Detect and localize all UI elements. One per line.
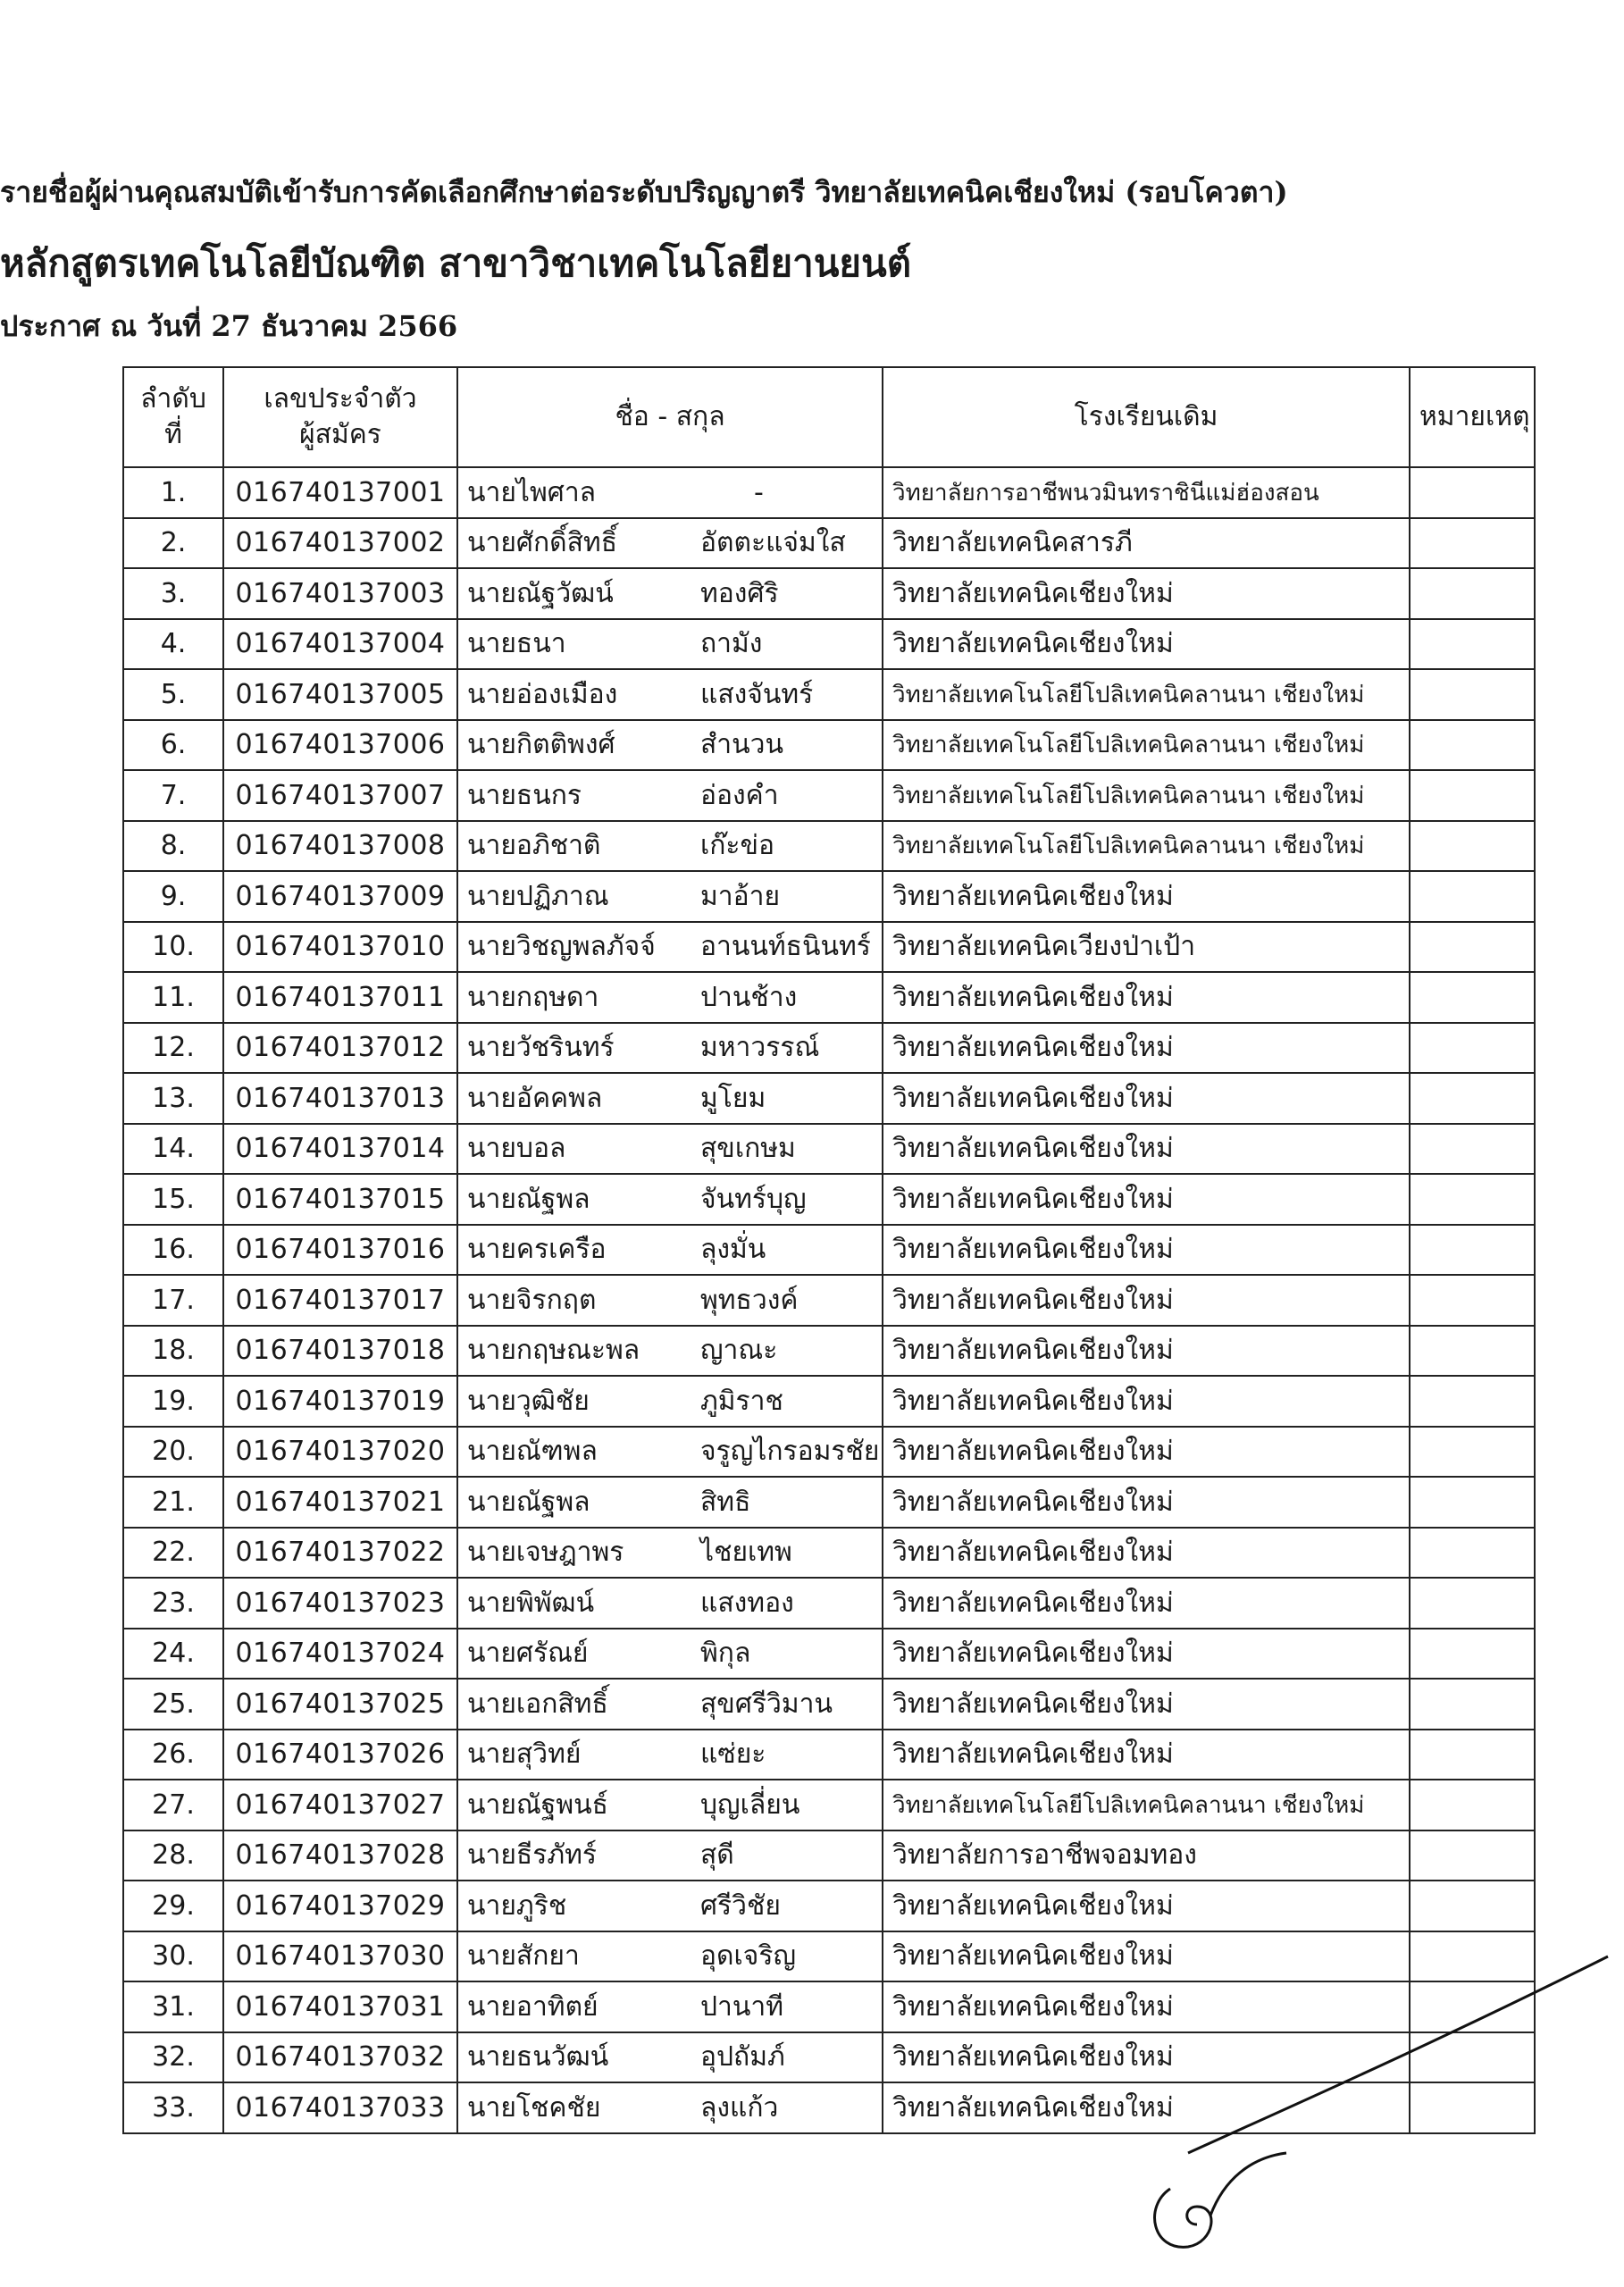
row-first-name: นายธนา: [457, 619, 691, 670]
row-applicant-id: 016740137029: [223, 1881, 457, 1931]
row-surname: ญาณะ: [691, 1326, 883, 1377]
table-row: [123, 922, 1535, 973]
row-applicant-id: 016740137002: [223, 518, 457, 569]
row-seq: 19.: [123, 1376, 223, 1427]
row-applicant-id: 016740137020: [223, 1427, 457, 1478]
row-applicant-id: 016740137013: [223, 1073, 457, 1124]
row-school: วิทยาลัยเทคนิคเชียงใหม่: [883, 2032, 1410, 2083]
row-first-name: นายศรัณย์: [457, 1629, 691, 1680]
row-seq: 33.: [123, 2082, 223, 2133]
table-row: [123, 972, 1535, 1023]
row-surname: แสงทอง: [691, 1578, 883, 1629]
row-surname: อานนท์ธนินทร์: [691, 922, 883, 973]
row-seq: 14.: [123, 1124, 223, 1175]
row-remark: [1410, 1427, 1535, 1478]
row-surname: ทองศิริ: [691, 568, 883, 619]
row-applicant-id: 016740137001: [223, 467, 457, 518]
row-remark: [1410, 1528, 1535, 1579]
row-remark: [1410, 619, 1535, 670]
row-school: วิทยาลัยเทคนิคเชียงใหม่: [883, 1427, 1410, 1478]
row-school: วิทยาลัยเทคนิคเชียงใหม่: [883, 1578, 1410, 1629]
row-school: วิทยาลัยเทคนิคเชียงใหม่: [883, 871, 1410, 922]
row-school: วิทยาลัยเทคโนโลยีโปลิเทคนิคลานนา เชียงใหม่: [883, 1780, 1410, 1830]
row-applicant-id: 016740137016: [223, 1225, 457, 1276]
program-title: หลักสูตรเทคโนโลยีบัณฑิต สาขาวิชาเทคโนโลยียานยนต์: [0, 241, 912, 285]
row-first-name: นายไพศาล: [457, 467, 691, 518]
row-remark: [1410, 720, 1535, 771]
table-row: [123, 467, 1535, 518]
row-surname: อ่องคำ: [691, 770, 883, 821]
row-surname: สุดี: [691, 1830, 883, 1881]
row-applicant-id: 016740137003: [223, 568, 457, 619]
row-remark: [1410, 1629, 1535, 1680]
row-school: วิทยาลัยเทคนิคเชียงใหม่: [883, 568, 1410, 619]
table-row: [123, 720, 1535, 771]
row-surname: ลุงมั่น: [691, 1225, 883, 1276]
row-school: วิทยาลัยเทคโนโลยีโปลิเทคนิคลานนา เชียงใหม่: [883, 770, 1410, 821]
row-school: วิทยาลัยการอาชีพนวมินทราชินีแม่ฮ่องสอน: [883, 467, 1410, 518]
row-surname: ถามัง: [691, 619, 883, 670]
row-school: วิทยาลัยเทคนิคเชียงใหม่: [883, 1275, 1410, 1326]
row-first-name: นายณัฐพนธ์: [457, 1780, 691, 1830]
table-body: [123, 467, 1535, 2133]
row-seq: 16.: [123, 1225, 223, 1276]
row-seq: 25.: [123, 1679, 223, 1730]
row-remark: [1410, 1881, 1535, 1931]
row-seq: 32.: [123, 2032, 223, 2083]
table-row: [123, 518, 1535, 569]
row-applicant-id: 016740137008: [223, 821, 457, 872]
row-school: วิทยาลัยเทคนิคสารภี: [883, 518, 1410, 569]
signature-mark: [1108, 1939, 1624, 2287]
table-row: [123, 1881, 1535, 1931]
row-remark: [1410, 1679, 1535, 1730]
row-surname: พิกุล: [691, 1629, 883, 1680]
row-surname: ศรีวิชัย: [691, 1881, 883, 1931]
row-school: วิทยาลัยเทคนิคเชียงใหม่: [883, 972, 1410, 1023]
table-row: [123, 1730, 1535, 1780]
row-surname: ปานาที: [691, 1981, 883, 2032]
row-seq: 24.: [123, 1629, 223, 1680]
table-row: [123, 871, 1535, 922]
row-remark: [1410, 1578, 1535, 1629]
table-row: [123, 1477, 1535, 1528]
row-surname: อุดเจริญ: [691, 1931, 883, 1982]
row-first-name: นายครเครือ: [457, 1225, 691, 1276]
table-row: [123, 1780, 1535, 1830]
row-seq: 23.: [123, 1578, 223, 1629]
row-remark: [1410, 871, 1535, 922]
row-applicant-id: 016740137005: [223, 669, 457, 720]
row-seq: 11.: [123, 972, 223, 1023]
row-school: วิทยาลัยเทคนิคเชียงใหม่: [883, 1225, 1410, 1276]
row-seq: 15.: [123, 1174, 223, 1225]
row-first-name: นายณัฑพล: [457, 1427, 691, 1478]
row-applicant-id: 016740137028: [223, 1830, 457, 1881]
row-first-name: นายวุฒิชัย: [457, 1376, 691, 1427]
row-remark: [1410, 1023, 1535, 1074]
row-first-name: นายอาทิตย์: [457, 1981, 691, 2032]
row-seq: 29.: [123, 1881, 223, 1931]
row-school: วิทยาลัยเทคนิคเชียงใหม่: [883, 1528, 1410, 1579]
row-first-name: นายเอกสิทธิ์: [457, 1679, 691, 1730]
row-seq: 17.: [123, 1275, 223, 1326]
row-seq: 26.: [123, 1730, 223, 1780]
row-applicant-id: 016740137007: [223, 770, 457, 821]
row-applicant-id: 016740137030: [223, 1931, 457, 1982]
row-surname: สุขศรีวิมาน: [691, 1679, 883, 1730]
row-seq: 7.: [123, 770, 223, 821]
table-row: [123, 1326, 1535, 1377]
row-applicant-id: 016740137004: [223, 619, 457, 670]
row-first-name: นายจิรกฤต: [457, 1275, 691, 1326]
row-seq: 27.: [123, 1780, 223, 1830]
row-seq: 28.: [123, 1830, 223, 1881]
document-title: รายชื่อผู้ผ่านคุณสมบัติเข้ารับการคัดเลือกศึกษาต่อระดับปริญญาตรี วิทยาลัยเทคนิคเชียงใหม่ (รอบโควตา): [0, 175, 1288, 209]
row-surname: อุปถัมภ์: [691, 2032, 883, 2083]
row-first-name: นายวัชรินทร์: [457, 1023, 691, 1074]
row-surname: ลุงแก้ว: [691, 2082, 883, 2133]
row-remark: [1410, 770, 1535, 821]
row-first-name: นายเจษฎาพร: [457, 1528, 691, 1579]
row-surname: จรูญไกรอมรชัย: [691, 1427, 883, 1478]
row-applicant-id: 016740137017: [223, 1275, 457, 1326]
row-applicant-id: 016740137010: [223, 922, 457, 973]
table-row: [123, 1427, 1535, 1478]
row-remark: [1410, 1830, 1535, 1881]
row-applicant-id: 016740137006: [223, 720, 457, 771]
row-seq: 1.: [123, 467, 223, 518]
row-applicant-id: 016740137025: [223, 1679, 457, 1730]
row-remark: [1410, 1730, 1535, 1780]
row-applicant-id: 016740137031: [223, 1981, 457, 2032]
row-school: วิทยาลัยเทคนิคเชียงใหม่: [883, 1679, 1410, 1730]
row-first-name: นายวิชญพลภัจจ์: [457, 922, 691, 973]
row-school: วิทยาลัยเทคนิคเชียงใหม่: [883, 1931, 1410, 1982]
row-school: วิทยาลัยเทคนิคเชียงใหม่: [883, 1124, 1410, 1175]
row-seq: 21.: [123, 1477, 223, 1528]
row-first-name: นายณัฐวัฒน์: [457, 568, 691, 619]
table-row: [123, 1225, 1535, 1276]
row-surname: อัตตะแจ่มใส: [691, 518, 883, 569]
row-school: วิทยาลัยการอาชีพจอมทอง: [883, 1830, 1410, 1881]
announcement-date: ประกาศ ณ วันที่ 27 ธันวาคม 2566: [0, 309, 458, 343]
row-surname: เก๊ะข่อ: [691, 821, 883, 872]
row-first-name: นายณัฐพล: [457, 1477, 691, 1528]
row-first-name: นายธีรภัทร์: [457, 1830, 691, 1881]
row-seq: 2.: [123, 518, 223, 569]
row-applicant-id: 016740137026: [223, 1730, 457, 1780]
row-school: วิทยาลัยเทคนิคเชียงใหม่: [883, 1174, 1410, 1225]
row-surname: จันทร์บุญ: [691, 1174, 883, 1225]
row-seq: 10.: [123, 922, 223, 973]
row-first-name: นายสักยา: [457, 1931, 691, 1982]
row-first-name: นายกฤษดา: [457, 972, 691, 1023]
row-surname: สุขเกษม: [691, 1124, 883, 1175]
row-seq: 9.: [123, 871, 223, 922]
row-surname: ปานช้าง: [691, 972, 883, 1023]
row-applicant-id: 016740137018: [223, 1326, 457, 1377]
row-applicant-id: 016740137011: [223, 972, 457, 1023]
row-seq: 8.: [123, 821, 223, 872]
row-seq: 31.: [123, 1981, 223, 2032]
row-first-name: นายสุวิทย์: [457, 1730, 691, 1780]
row-school: วิทยาลัยเทคนิคเชียงใหม่: [883, 1023, 1410, 1074]
row-first-name: นายภูริช: [457, 1881, 691, 1931]
row-seq: 3.: [123, 568, 223, 619]
row-remark: [1410, 518, 1535, 569]
row-first-name: นายธนกร: [457, 770, 691, 821]
header-seq: ลำดับ ที่: [123, 367, 223, 467]
row-remark: [1410, 821, 1535, 872]
row-first-name: นายธนวัฒน์: [457, 2032, 691, 2083]
table-row: [123, 770, 1535, 821]
row-surname: ภูมิราช: [691, 1376, 883, 1427]
row-remark: [1410, 1174, 1535, 1225]
row-first-name: นายโชคชัย: [457, 2082, 691, 2133]
row-applicant-id: 016740137022: [223, 1528, 457, 1579]
row-surname: ไชยเทพ: [691, 1528, 883, 1579]
row-remark: [1410, 1124, 1535, 1175]
row-remark: [1410, 669, 1535, 720]
row-school: วิทยาลัยเทคนิคเชียงใหม่: [883, 1477, 1410, 1528]
row-applicant-id: 016740137014: [223, 1124, 457, 1175]
table-row: [123, 1629, 1535, 1680]
row-first-name: นายศักดิ์สิทธิ์: [457, 518, 691, 569]
row-applicant-id: 016740137009: [223, 871, 457, 922]
row-remark: [1410, 1376, 1535, 1427]
row-surname: มูโยม: [691, 1073, 883, 1124]
row-applicant-id: 016740137012: [223, 1023, 457, 1074]
row-school: วิทยาลัยเทคโนโลยีโปลิเทคนิคลานนา เชียงใหม่: [883, 821, 1410, 872]
row-surname: สิทธิ: [691, 1477, 883, 1528]
row-school: วิทยาลัยเทคนิคเชียงใหม่: [883, 1073, 1410, 1124]
row-first-name: นายณัฐพล: [457, 1174, 691, 1225]
row-surname: สำนวน: [691, 720, 883, 771]
row-remark: [1410, 1326, 1535, 1377]
row-surname: บุญเลี่ยน: [691, 1780, 883, 1830]
row-first-name: นายอ่องเมือง: [457, 669, 691, 720]
table-row: [123, 1830, 1535, 1881]
row-applicant-id: 016740137021: [223, 1477, 457, 1528]
row-first-name: นายอภิชาติ: [457, 821, 691, 872]
row-seq: 12.: [123, 1023, 223, 1074]
row-seq: 13.: [123, 1073, 223, 1124]
header-full-name: ชื่อ - สกุล: [457, 367, 883, 467]
row-seq: 4.: [123, 619, 223, 670]
row-surname: พุทธวงค์: [691, 1275, 883, 1326]
row-school: วิทยาลัยเทคนิคเชียงใหม่: [883, 2082, 1410, 2133]
row-remark: [1410, 467, 1535, 518]
row-school: วิทยาลัยเทคโนโลยีโปลิเทคนิคลานนา เชียงใหม่: [883, 720, 1410, 771]
row-seq: 30.: [123, 1931, 223, 1982]
table-row: [123, 1174, 1535, 1225]
row-school: วิทยาลัยเทคนิคเวียงป่าเป้า: [883, 922, 1410, 973]
row-seq: 5.: [123, 669, 223, 720]
row-remark: [1410, 568, 1535, 619]
row-first-name: นายกิตติพงศ์: [457, 720, 691, 771]
row-remark: [1410, 1780, 1535, 1830]
table-row: [123, 568, 1535, 619]
row-school: วิทยาลัยเทคนิคเชียงใหม่: [883, 1629, 1410, 1680]
row-first-name: นายอัคคพล: [457, 1073, 691, 1124]
row-school: วิทยาลัยเทคนิคเชียงใหม่: [883, 1881, 1410, 1931]
row-applicant-id: 016740137027: [223, 1780, 457, 1830]
row-surname: มาอ้าย: [691, 871, 883, 922]
row-applicant-id: 016740137032: [223, 2032, 457, 2083]
table-row: [123, 1376, 1535, 1427]
row-seq: 22.: [123, 1528, 223, 1579]
row-surname: มหาวรรณ์: [691, 1023, 883, 1074]
table-row: [123, 1275, 1535, 1326]
table-row: [123, 1528, 1535, 1579]
table-row: [123, 1023, 1535, 1074]
row-remark: [1410, 1275, 1535, 1326]
row-school: วิทยาลัยเทคนิคเชียงใหม่: [883, 1981, 1410, 2032]
row-applicant-id: 016740137033: [223, 2082, 457, 2133]
row-surname: แสงจันทร์: [691, 669, 883, 720]
row-first-name: นายพิพัฒน์: [457, 1578, 691, 1629]
table-row: [123, 1073, 1535, 1124]
row-remark: [1410, 1225, 1535, 1276]
table-row: [123, 1124, 1535, 1175]
table-row: [123, 1578, 1535, 1629]
row-school: วิทยาลัยเทคนิคเชียงใหม่: [883, 1730, 1410, 1780]
header-school: โรงเรียนเดิม: [883, 367, 1410, 467]
table-row: [123, 669, 1535, 720]
row-seq: 6.: [123, 720, 223, 771]
row-applicant-id: 016740137015: [223, 1174, 457, 1225]
row-first-name: นายกฤษณะพล: [457, 1326, 691, 1377]
row-remark: [1410, 1073, 1535, 1124]
row-school: วิทยาลัยเทคนิคเชียงใหม่: [883, 1326, 1410, 1377]
table-row: [123, 1679, 1535, 1730]
row-seq: 20.: [123, 1427, 223, 1478]
applicant-table: [122, 366, 1536, 2134]
header-applicant-id: เลขประจำตัว ผู้สมัคร: [223, 367, 457, 467]
row-school: วิทยาลัยเทคนิคเชียงใหม่: [883, 1376, 1410, 1427]
table-row: [123, 821, 1535, 872]
row-first-name: นายบอล: [457, 1124, 691, 1175]
row-surname: -: [691, 467, 883, 518]
row-applicant-id: 016740137023: [223, 1578, 457, 1629]
row-school: วิทยาลัยเทคนิคเชียงใหม่: [883, 619, 1410, 670]
table-row: [123, 619, 1535, 670]
row-seq: 18.: [123, 1326, 223, 1377]
table-header-row: [123, 367, 1535, 467]
row-applicant-id: 016740137024: [223, 1629, 457, 1680]
header-remark: หมายเหตุ: [1410, 367, 1535, 467]
row-remark: [1410, 972, 1535, 1023]
row-first-name: นายปฏิภาณ: [457, 871, 691, 922]
row-applicant-id: 016740137019: [223, 1376, 457, 1427]
row-remark: [1410, 1477, 1535, 1528]
row-school: วิทยาลัยเทคโนโลยีโปลิเทคนิคลานนา เชียงใหม่: [883, 669, 1410, 720]
row-remark: [1410, 922, 1535, 973]
row-surname: แซ่ยะ: [691, 1730, 883, 1780]
